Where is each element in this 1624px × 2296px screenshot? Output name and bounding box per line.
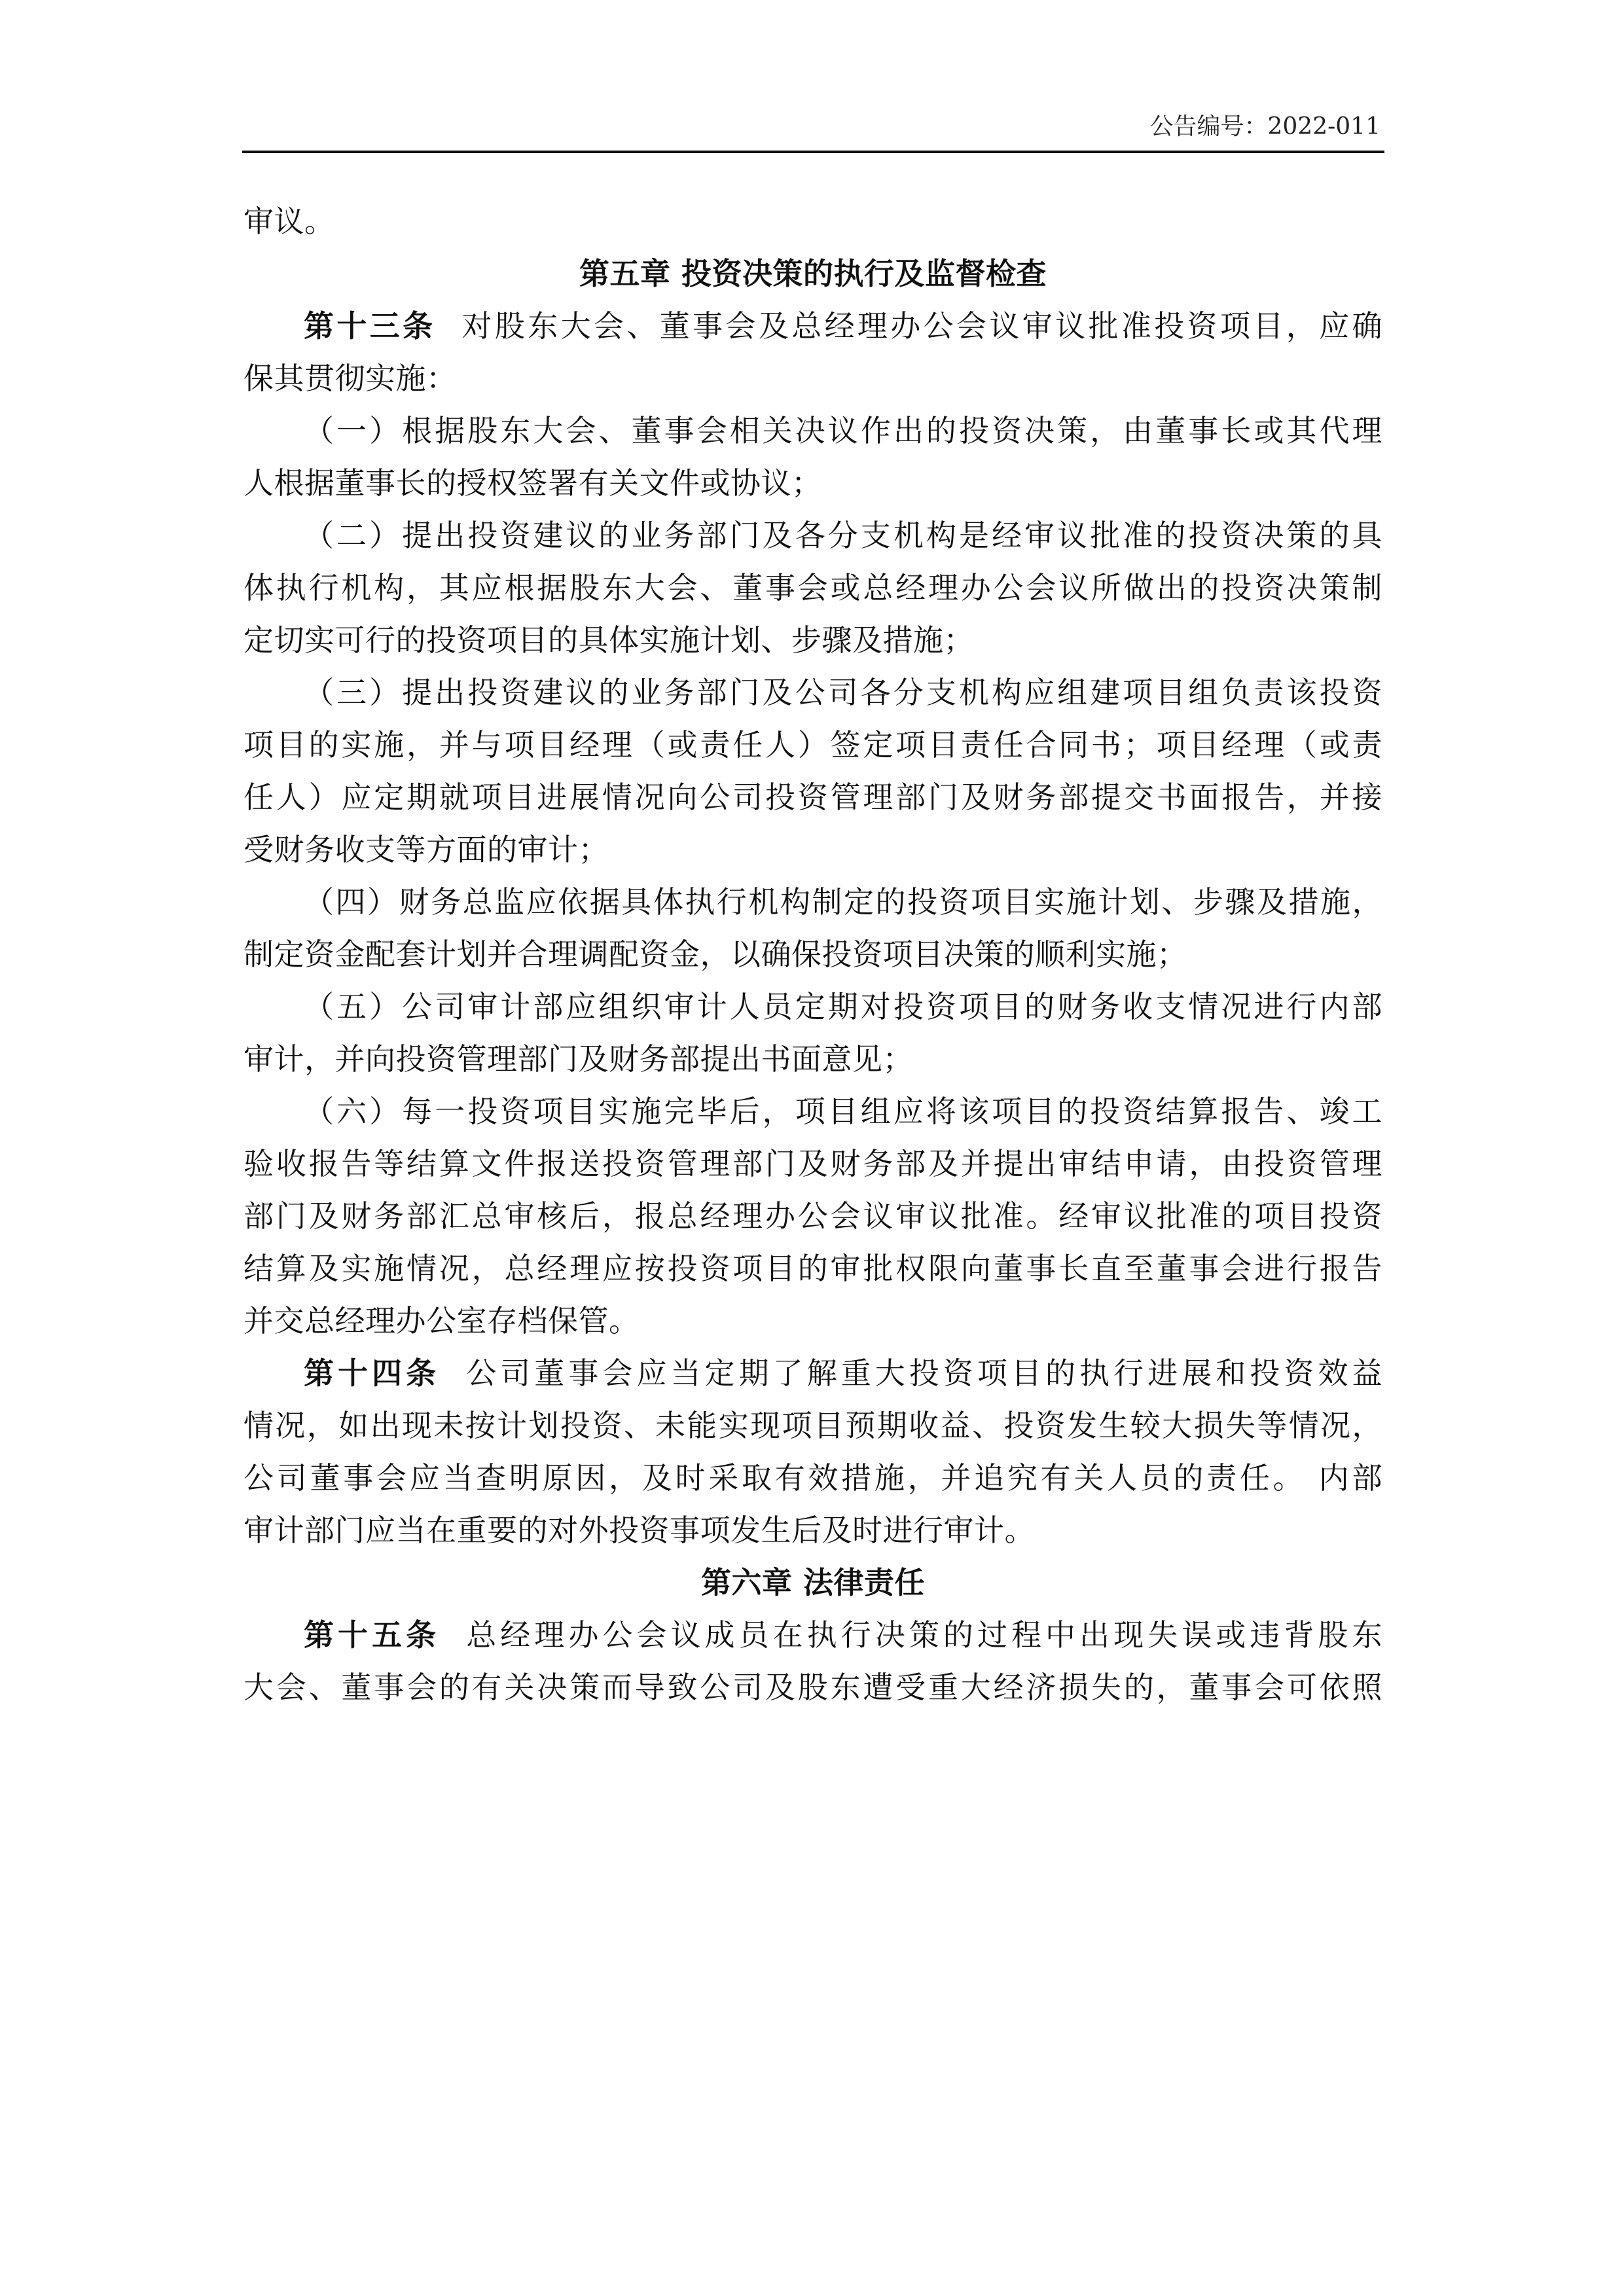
text-line: 项目的实施，并与项目经理（或责任人）签定项目责任合同书；项目经理（或责 — [244, 727, 1382, 762]
page-header — [242, 110, 1384, 153]
article-14-text: 公司董事会应当定期了解重大投资项目的执行进展和投资效益 — [466, 1355, 1383, 1391]
text-line: （二）提出投资建议的业务部门及各分支机构是经审议批准的投资决策的具 — [304, 518, 1382, 553]
text-line: 体执行机构，其应根据股东大会、董事会或总经理办公会议所做出的投资决策制 — [244, 570, 1382, 605]
text-line: 情况，如出现未按计划投资、未能实现项目预期收益、投资发生较大损失等情况， — [244, 1408, 1382, 1443]
text-line: 公司董事会应当查明原因，及时采取有效措施，并追究有关人员的责任。 内部 — [244, 1460, 1382, 1496]
text-line: （三）提出投资建议的业务部门及公司各分支机构应组建项目组负责该投资 — [304, 675, 1382, 710]
text-line: （四）财务总监应依据具体执行机构制定的投资项目实施计划、步骤及措施， — [304, 884, 1382, 920]
text-line: 任人）应定期就项目进展情况向公司投资管理部门及财务部提交书面报告，并接 — [244, 780, 1382, 815]
text-line: 制定资金配套计划并合理调配资金，以确保投资项目决策的顺利实施； — [244, 937, 1187, 972]
text-line: 受财务收支等方面的审计； — [244, 832, 609, 867]
notice-number: 公告编号：2022-011 — [1149, 113, 1380, 140]
article-15-text: 总经理办公会议成员在执行决策的过程中出现失误或违背股东 — [466, 1617, 1383, 1653]
article-15-number: 第十五条 — [304, 1617, 441, 1653]
article-15-line — [244, 1609, 1382, 1661]
text-line: 审计部门应当在重要的对外投资事项发生后及时进行审计。 — [244, 1513, 1035, 1548]
article-13-text: 对股东大会、董事会及总经理办公会议审议批准投资项目，应确 — [461, 308, 1383, 344]
text-line: 保其贯彻实施： — [244, 361, 457, 396]
text-line: （五）公司审计部应组织审计人员定期对投资项目的财务收支情况进行内部 — [304, 989, 1382, 1024]
article-14-line — [244, 1347, 1382, 1399]
text-line: （一）根据股东大会、董事会相关决议作出的投资决策，由董事长或其代理 — [304, 413, 1382, 448]
text-line: 部门及财务部汇总审核后，报总经理办公会议审议批准。经审议批准的项目投资 — [244, 1198, 1382, 1234]
text-line: 并交总经理办公室存档保管。 — [244, 1303, 640, 1338]
text-line: 大会、董事会的有关决策而导致公司及股东遭受重大经济损失的，董事会可依照 — [244, 1670, 1382, 1705]
article-13-number: 第十三条 — [304, 308, 436, 344]
text-line: 验收报告等结算文件报送投资管理部门及财务部及并提出审结申请，由投资管理 — [244, 1146, 1382, 1181]
chapter-heading-6: 第六章 法律责任 — [700, 1565, 925, 1600]
article-14-number: 第十四条 — [304, 1355, 441, 1391]
text-line: 结算及实施情况，总经理应按投资项目的审批权限向董事长直至董事会进行报告 — [244, 1251, 1382, 1286]
text-line: 定切实可行的投资项目的具体实施计划、步骤及措施； — [244, 622, 974, 658]
text-line: （六）每一投资项目实施完毕后，项目组应将该项目的投资结算报告、竣工 — [304, 1094, 1382, 1129]
text-line: 审计，并向投资管理部门及财务部提出书面意见； — [244, 1041, 913, 1077]
document-body — [244, 195, 1382, 1713]
text-line: 审议。 — [244, 204, 335, 239]
chapter-heading-5: 第五章 投资决策的执行及监督检查 — [579, 256, 1047, 291]
text-line: 人根据董事长的授权签署有关文件或协议； — [244, 465, 822, 501]
article-13-line — [244, 300, 1382, 352]
